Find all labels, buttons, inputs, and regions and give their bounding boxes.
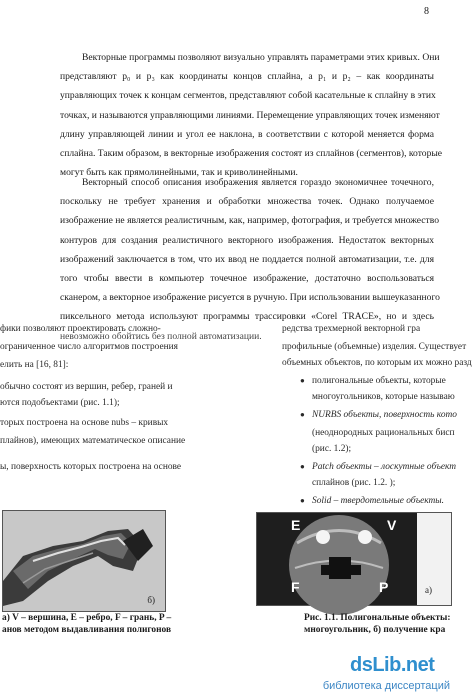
caption-line: многоугольник, б) получение кра xyxy=(304,625,446,635)
overlay-line: елить на [16, 81]: xyxy=(0,360,69,370)
paragraph-line: Векторный способ описания изображения является гораздо экономичнее точечного, xyxy=(82,177,434,188)
figure-letter-p: P xyxy=(379,579,389,595)
overlay-line: обычно состоят из вершин, ребер, граней и xyxy=(0,382,173,392)
figure-letter-f: F xyxy=(291,579,300,595)
paragraph-line: управляющих точек к концам сегментов, представляют собой касательные к сплайну в этих xyxy=(60,90,436,102)
paragraph-line: сплайна. Таким образом, в векторные изображения состоят из сплайнов (сегментов), которые xyxy=(60,148,443,160)
caption-line: Рис. 1.1. Полигональные объекты: xyxy=(304,613,451,623)
caption-left xyxy=(2,612,222,636)
overlay-line: полигональные объекты, которые xyxy=(312,376,446,386)
overlay-line: профильные (объемные) изделия. Существует xyxy=(282,342,467,352)
extruded-polygon-illustration xyxy=(3,511,165,611)
overlay-line: (неоднородных рациональных бисп xyxy=(312,428,455,438)
figure-extrusion xyxy=(2,510,166,612)
figure-polygonal-sphere xyxy=(256,512,452,606)
overlay-line: ются подобъектами (рис. 1.1); xyxy=(0,398,120,408)
paragraph-line: могут быть как прямолинейными, так и криволинейными. xyxy=(60,167,298,179)
overlay-page-right xyxy=(282,322,472,514)
overlay-line: (рис. 1.2); xyxy=(312,444,352,454)
bullet-icon: ● xyxy=(300,462,305,471)
overlay-line: объемных объектов, по которым их можно разд xyxy=(282,358,472,368)
polygonal-sphere-illustration xyxy=(257,513,451,605)
page-number: 8 xyxy=(424,6,429,17)
figure-letter-e: E xyxy=(291,517,301,533)
overlay-line: ограниченное число алгоритмов построения xyxy=(0,342,178,352)
figure-label: б) xyxy=(147,595,155,605)
caption-line: а) V – вершина, E – ребро, F – грань, P – xyxy=(2,613,172,623)
paragraph-2 xyxy=(60,173,440,346)
caption-line: анов методом выдавливания полигонов xyxy=(2,625,172,635)
paragraph-1 xyxy=(60,48,443,182)
paragraph-line: того чтобы ввести в компьютер точечное изображение, достаточно воспользоваться xyxy=(60,273,434,285)
paragraph-line: сканером, а векторное изображение рисуется в ручную. При использовании вышеуказанного xyxy=(60,292,440,304)
overlay-page-left xyxy=(0,322,250,482)
paragraph-line: контуров для создания реалистичного векторного изображения. Недостаток векторных xyxy=(60,234,434,246)
caption-right xyxy=(304,612,450,636)
paragraph-line: изображений заключается в том, что их ввод не поддается полной автоматизации, т.е. для xyxy=(60,253,434,265)
paragraph-line: невозможно обойтись без полной автоматизации. xyxy=(60,330,262,342)
overlay-line: сплайнов (рис. 1.2. ); xyxy=(312,478,396,488)
overlay-line: фики позволяют проектировать сложно- xyxy=(0,324,161,334)
figure-letter-v: V xyxy=(387,517,397,533)
overlay-line: ы, поверхность которых построена на основе xyxy=(0,462,182,472)
brand-subtitle: библиотека диссертаций xyxy=(322,680,450,692)
overlay-line: Patch объекты – лоскутные объект xyxy=(312,462,457,472)
bullet-icon: ● xyxy=(300,496,305,505)
paragraph-line: представляют p₀ и p₃ как координаты концов сплайна, а p₁ и p₂ – как координаты xyxy=(60,71,434,83)
overlay-line: торых построена на основе nubs – кривых xyxy=(0,418,169,428)
paragraph-line: пиксельного метода используют программы трассировки «Corel TRACE», но и здесь xyxy=(60,311,434,323)
paragraph-line: длину управляющей линии и угол ее наклона, в соответствии с которой меняется форма xyxy=(60,128,434,140)
overlay-line: плайнов), имеющих математическое описание xyxy=(0,436,186,446)
figure-label: а) xyxy=(425,585,432,595)
bullet-icon: ● xyxy=(300,376,305,385)
paragraph-line: изображение не является реалистичным, как, например, фотография, и требуется множество xyxy=(60,215,440,227)
paragraph-line: Векторные программы позволяют визуально управлять параметрами этих кривых. Они xyxy=(82,52,440,63)
paragraph-line: поскольку не требует хранения и обработки множества точек. Однако получаемое xyxy=(60,196,434,208)
overlay-line: редства трехмерной векторной гра xyxy=(282,324,421,334)
bullet-icon: ● xyxy=(300,410,305,419)
paragraph-line: точках, и называются управляющими линиями. Перемещение управляющих точек изменяют xyxy=(60,109,440,121)
watermark-brand xyxy=(322,654,450,699)
overlay-line: многоугольников, которые называю xyxy=(312,392,455,402)
brand-logo: dsLib.net xyxy=(350,654,435,676)
overlay-line: NURBS объекты, поверхность кото xyxy=(312,410,457,420)
overlay-line: Solid – твердотельные объекты. xyxy=(312,496,444,506)
